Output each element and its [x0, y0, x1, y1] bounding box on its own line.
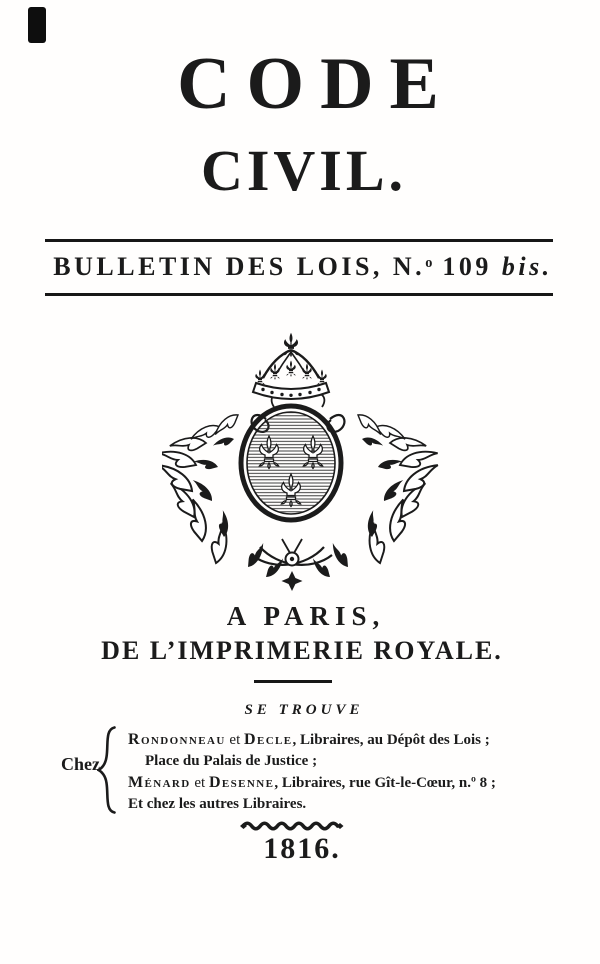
shield-icon	[241, 406, 341, 520]
imprint-printer: DE L’IMPRIMERIE ROYALE.	[101, 636, 503, 665]
horizontal-rule-bottom	[45, 293, 553, 296]
bulletin-suffix: bis.	[501, 252, 553, 281]
horizontal-rule-top	[45, 239, 553, 242]
bookseller-name: Decle	[244, 731, 293, 748]
publication-year: 1816.	[263, 832, 341, 865]
title-line-2: CIVIL.	[200, 138, 408, 203]
bookseller-entry: Rondonneau et Decle, Libraires, au Dépôt des Lois ;	[128, 731, 490, 748]
bulletin-prefix: BULLETIN DES LOIS, N.	[53, 252, 426, 281]
brace-icon	[97, 726, 117, 814]
title-line-1: CODE	[177, 43, 455, 125]
chez-label: Chez	[61, 754, 100, 774]
bookseller-name: Ménard	[128, 774, 191, 791]
short-rule	[254, 680, 332, 683]
bulletin-line	[0, 252, 600, 282]
se-trouve-heading: SE TROUVE	[244, 702, 364, 718]
bookseller-entry: Et chez les autres Libraires.	[128, 796, 307, 812]
bulletin-number: 109	[442, 252, 492, 281]
bulletin-ordinal: o	[425, 255, 433, 272]
scan-artifact-mark	[28, 7, 46, 43]
imprint-city: A PARIS,	[226, 601, 386, 631]
crown-icon	[253, 333, 329, 399]
bookseller-entry-continuation: Place du Palais de Justice ;	[145, 753, 318, 769]
bookseller-entry: Ménard et Desenne, Libraires, rue Gît-le-Cœur, n.º 8 ;	[128, 774, 496, 791]
booksellers-list	[128, 729, 568, 815]
squiggle-divider-icon	[240, 819, 344, 833]
bookseller-name: Rondonneau	[128, 731, 226, 748]
bookseller-name: Desenne	[208, 774, 275, 791]
royal-coat-of-arms	[162, 331, 442, 599]
